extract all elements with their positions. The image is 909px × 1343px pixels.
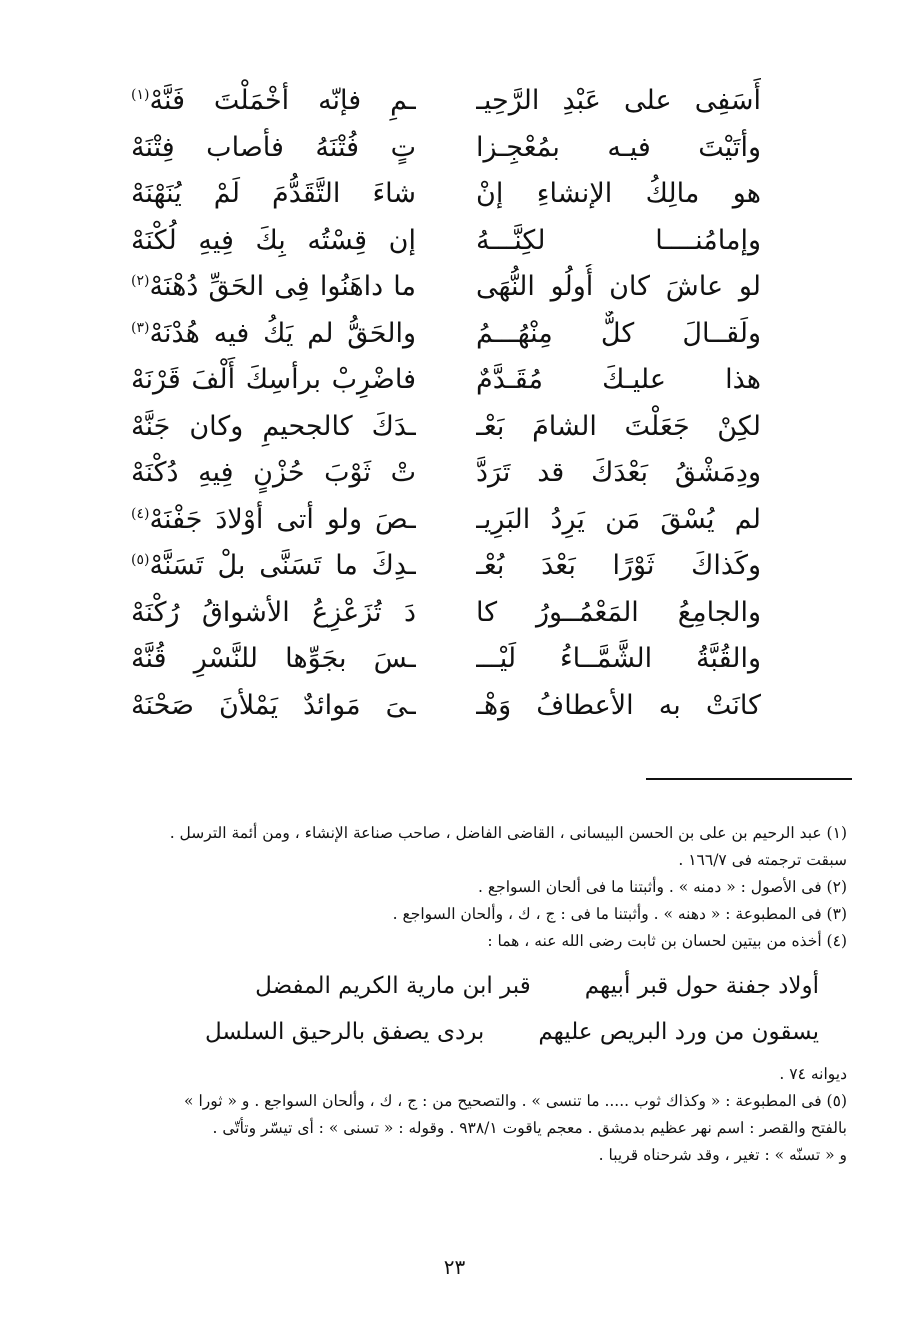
footnote-1: (١) عبد الرحيم بن على بن الحسن البيسانى ، القاضى الفاضل ، صاحب صناعة الإنشاء ، ومن أئمة الترسل . [169,824,847,842]
poem [131,78,761,729]
verse-line [131,543,761,590]
second-hemistich-text: ـصَ ولو أتى أوْلادَ جَفْنَهْ [149,503,416,535]
first-hemistich: هو مالِكُ الإنشاءِ إنْ [476,178,761,209]
second-hemistich-text: إن قِسْتُه بِكَ فِيهِ لُكْنَهْ [131,224,416,256]
second-hemistich-text: والحَقُّ لم يَكُ فيه هُدْنَهْ [149,317,416,349]
first-hemistich: لكِنْ جَعَلْتَ الشامَ بَعْـ [476,410,761,442]
footnote-3: (٣) فى المطبوعة : « دهنه » . وأثبتنا ما فى : ج ، ك ، وألحان السواجع . [392,905,847,923]
verse-line [131,497,761,544]
first-hemistich: والقُبَّةُ الشَّمَّــاءُ لَيْـــ [476,643,761,674]
first-hemistich: لم يُسْقَ مَن يَرِدُ البَرِيـ [476,503,761,535]
first-hemistich: كانَتْ به الأعطافُ وَهْـ [476,689,761,721]
second-hemistich-text: تٍ فُتْنَهُ فأصاب فِتْنَهْ [131,131,416,163]
verse-line [131,636,761,683]
first-hemistich: ولَقــالَ كلٌّ مِنْهُـــمُ [476,317,761,349]
second-hemistich [131,125,416,171]
first-hemistich: وأتَيْتَ فيـه بمُعْجِـزا [476,131,761,163]
footnote-marker: (٤) [131,505,150,522]
verse-line [131,590,761,637]
quoted-verse-first-hemistich: أولاد جفنة حول قبر أبيهم [584,973,819,999]
second-hemistich-text: ـسَ بجَوِّها للنَّسْرِ قُنَّهْ [131,643,416,674]
footnote-marker: (٢) [131,273,150,289]
footnote-4: (٤) أخذه من بيتين لحسان بن ثابت رضى الله عنه ، هما : [487,932,847,950]
footnote-2: (٢) فى الأصول : « دمنه » . وأثبتنا ما فى ألحان السواجع . [478,878,847,896]
second-hemistich [131,543,416,589]
first-hemistich: وكَذاكَ ثَوْرًا بَعْدَ بُعْـ [476,550,761,581]
verse-line [131,78,761,125]
verse-line [131,171,761,218]
verse-line [131,125,761,172]
quoted-verse [55,963,819,1009]
quoted-verse-first-hemistich: يسقون من ورد البريص عليهم [538,1019,819,1045]
footnote-4-source: ديوانه ٧٤ . [779,1065,847,1083]
second-hemistich [131,636,416,682]
second-hemistich [131,450,416,496]
quoted-verse [55,1009,819,1055]
verse-line [131,404,761,451]
verse-line [131,311,761,358]
footnotes [55,820,847,1169]
second-hemistich [131,404,416,450]
second-hemistich [131,590,416,636]
second-hemistich-text: ـدِكَ ما تَسَنَّى بلْ تَسَنَّهْ [149,550,416,581]
second-hemistich-text: ـمِ فإنّه أخْمَلْتَ فَنَّهْ [149,85,416,116]
first-hemistich: والجامِعُ المَعْمُــورُ كا [476,596,761,628]
first-hemistich: هذا عليـكَ مُقَـدَّمٌ [476,364,761,395]
footnote-marker: (١) [131,87,150,103]
verse-line [131,450,761,497]
footnote-5-continued: بالفتح والقصر : اسم نهر عظيم بدمشق . معجم ياقوت ٩٣٨/١ . وقوله : « تسنى » : أى تيسّر وتأتّى . [212,1119,847,1137]
page-number: ٢٣ [443,1255,466,1279]
footnote-5: (٥) فى المطبوعة : « وكذاك ثوب ..... ما تنسى » . والتصحيح من : ج ، ك ، وألحان السواجع . و « ثورا » [184,1092,847,1110]
first-hemistich: أَسَفِى على عَبْدِ الرَّحِيـ [476,85,761,116]
second-hemistich [131,357,416,403]
footnote-separator [646,778,852,780]
first-hemistich: لو عاشَ كان أُولُو النُّهَى [476,271,761,302]
footnote-marker: (٣) [131,319,150,336]
verse-list [131,78,761,729]
second-hemistich-text: دَ تُزَعْزِعُ الأشواقُ رُكْنَهْ [131,596,416,628]
verse-line [131,264,761,311]
footnote-1-continued: سبقت ترجمته فى ١٦٦/٧ . [678,851,847,869]
quoted-verse-second-hemistich: قبر ابن مارية الكريم المفضل [255,973,531,999]
second-hemistich-text: ـىَ مَوائدٌ يَمْلأنَ صَحْنَهْ [131,689,416,721]
quoted-verse-second-hemistich: بردى يصفق بالرحيق السلسل [204,1019,485,1045]
second-hemistich-text: ما داهَنُوا فِى الحَقِّ دُهْنَهْ [149,271,416,302]
first-hemistich: وإمامُنــــا لكِنَّـــهُ [476,224,761,256]
verse-line [131,218,761,265]
second-hemistich [131,218,416,264]
second-hemistich [131,683,416,729]
second-hemistich [131,497,416,543]
second-hemistich-text: شاءَ التَّقَدُّمَ لَمْ يُنَهْنَهْ [131,178,416,209]
second-hemistich-text: تْ ثَوْبَ حُزْنٍ فِيهِ دُكْنَهْ [131,457,416,488]
second-hemistich [131,171,416,217]
footnote-marker: (٥) [131,552,150,568]
quoted-verses [55,963,847,1055]
second-hemistich [131,78,416,124]
second-hemistich-text: فاضْرِبْ برأسِكَ أَلْفَ قَرْنَهْ [131,364,416,395]
second-hemistich [131,264,416,310]
verse-line [131,683,761,730]
second-hemistich [131,311,416,357]
first-hemistich: ودِمَشْقُ بَعْدَكَ قد تَرَدَّ [476,457,761,488]
second-hemistich-text: ـدَكَ كالجحيمِ وكان جَنَّهْ [131,410,416,442]
footnote-5-continued: و « تسنّه » : تغير ، وقد شرحناه قريبا . [598,1146,847,1164]
verse-line [131,357,761,404]
